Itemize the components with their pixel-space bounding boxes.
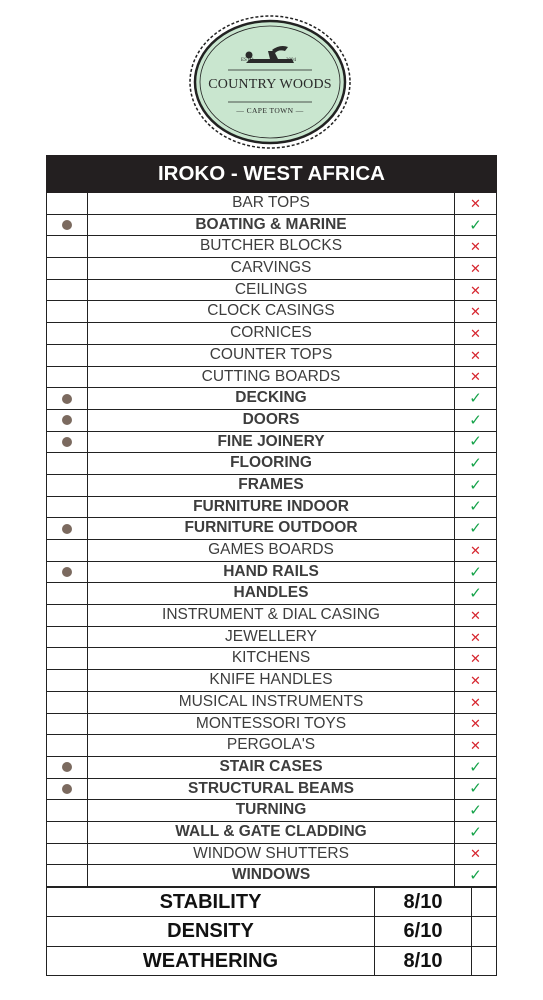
use-label: DOORS	[88, 410, 455, 431]
cross-icon: ✕	[470, 738, 481, 754]
cross-icon: ✕	[470, 672, 481, 688]
stat-label: DENSITY	[47, 917, 375, 945]
uses-table	[46, 193, 497, 887]
check-icon: ✓	[469, 411, 482, 429]
recommended-cell	[47, 280, 88, 301]
use-label: HANDLES	[88, 583, 455, 604]
suitability-cell	[455, 844, 496, 865]
table-row	[46, 800, 497, 822]
use-label: PERGOLA'S	[88, 735, 455, 756]
recommended-cell	[47, 497, 88, 518]
suitability-cell	[455, 453, 496, 474]
cross-icon: ✕	[470, 629, 481, 645]
recommended-cell	[47, 540, 88, 561]
table-row	[46, 865, 497, 887]
table-row	[46, 367, 497, 389]
suitability-cell	[455, 432, 496, 453]
suitability-cell	[455, 410, 496, 431]
table-row	[46, 757, 497, 779]
check-icon: ✓	[469, 476, 482, 494]
recommended-cell	[47, 236, 88, 257]
suitability-cell	[455, 648, 496, 669]
suitability-cell	[455, 800, 496, 821]
recommended-cell	[47, 323, 88, 344]
recommended-cell	[47, 518, 88, 539]
table-row	[46, 388, 497, 410]
recommended-cell	[47, 562, 88, 583]
use-label: WALL & GATE CLADDING	[88, 822, 455, 843]
table-row	[46, 193, 497, 215]
use-label: WINDOW SHUTTERS	[88, 844, 455, 865]
stat-value: 8/10	[375, 888, 472, 916]
recommended-dot-icon	[62, 220, 72, 230]
use-label: STAIR CASES	[88, 757, 455, 778]
table-row	[46, 779, 497, 801]
recommended-cell	[47, 345, 88, 366]
suitability-cell	[455, 714, 496, 735]
recommended-cell	[47, 410, 88, 431]
table-row	[46, 497, 497, 519]
use-label: STRUCTURAL BEAMS	[88, 779, 455, 800]
suitability-cell	[455, 497, 496, 518]
suitability-cell	[455, 367, 496, 388]
table-row	[46, 562, 497, 584]
table-row	[46, 692, 497, 714]
recommended-dot-icon	[62, 762, 72, 772]
suitability-cell	[455, 236, 496, 257]
cross-icon: ✕	[470, 607, 481, 623]
suitability-cell	[455, 735, 496, 756]
recommended-cell	[47, 215, 88, 236]
suitability-cell	[455, 822, 496, 843]
stat-row-stability	[47, 887, 496, 916]
table-row	[46, 345, 497, 367]
table-row	[46, 258, 497, 280]
recommended-cell	[47, 865, 88, 886]
stat-value: 8/10	[375, 947, 472, 975]
use-label: JEWELLERY	[88, 627, 455, 648]
check-icon: ✓	[469, 867, 482, 885]
table-row	[46, 236, 497, 258]
recommended-cell	[47, 301, 88, 322]
recommended-cell	[47, 779, 88, 800]
sheet-title: IROKO - WEST AFRICA	[46, 155, 497, 193]
recommended-cell	[47, 258, 88, 279]
stat-spacer	[472, 888, 496, 916]
suitability-cell	[455, 670, 496, 691]
country-woods-logo	[188, 14, 352, 150]
suitability-cell	[455, 757, 496, 778]
suitability-cell	[455, 215, 496, 236]
recommended-dot-icon	[62, 415, 72, 425]
table-row	[46, 605, 497, 627]
suitability-cell	[455, 605, 496, 626]
cross-icon: ✕	[470, 304, 481, 320]
recommended-cell	[47, 432, 88, 453]
table-row	[46, 822, 497, 844]
use-label: MONTESSORI TOYS	[88, 714, 455, 735]
suitability-cell	[455, 475, 496, 496]
use-label: TURNING	[88, 800, 455, 821]
recommended-cell	[47, 757, 88, 778]
use-label: BAR TOPS	[88, 193, 455, 214]
table-row	[46, 518, 497, 540]
suitability-cell	[455, 583, 496, 604]
recommended-cell	[47, 453, 88, 474]
recommended-cell	[47, 735, 88, 756]
recommended-cell	[47, 193, 88, 214]
stat-value: 6/10	[375, 917, 472, 945]
table-row	[46, 215, 497, 237]
logo-city: — CAPE TOWN —	[236, 106, 304, 115]
use-label: INSTRUMENT & DIAL CASING	[88, 605, 455, 626]
recommended-cell	[47, 844, 88, 865]
table-row	[46, 475, 497, 497]
use-label: KITCHENS	[88, 648, 455, 669]
suitability-cell	[455, 301, 496, 322]
check-icon: ✓	[469, 780, 482, 798]
use-label: FRAMES	[88, 475, 455, 496]
use-label: CORNICES	[88, 323, 455, 344]
table-row	[46, 583, 497, 605]
use-label: GAMES BOARDS	[88, 540, 455, 561]
recommended-cell	[47, 583, 88, 604]
recommended-cell	[47, 800, 88, 821]
recommended-cell	[47, 627, 88, 648]
use-label: CEILINGS	[88, 280, 455, 301]
check-icon: ✓	[469, 802, 482, 820]
use-label: COUNTER TOPS	[88, 345, 455, 366]
check-icon: ✓	[469, 498, 482, 516]
suitability-cell	[455, 388, 496, 409]
use-label: BOATING & MARINE	[88, 215, 455, 236]
cross-icon: ✕	[470, 239, 481, 255]
stat-spacer	[472, 917, 496, 945]
recommended-cell	[47, 648, 88, 669]
stat-row-weathering	[47, 946, 496, 975]
recommended-cell	[47, 692, 88, 713]
check-icon: ✓	[469, 563, 482, 581]
use-label: KNIFE HANDLES	[88, 670, 455, 691]
logo-estd: ESTD	[241, 58, 254, 63]
table-row	[46, 844, 497, 866]
table-row	[46, 410, 497, 432]
suitability-cell	[455, 323, 496, 344]
check-icon: ✓	[469, 433, 482, 451]
stat-label: STABILITY	[47, 888, 375, 916]
cross-icon: ✕	[470, 347, 481, 363]
table-row	[46, 648, 497, 670]
cross-icon: ✕	[470, 542, 481, 558]
check-icon: ✓	[469, 390, 482, 408]
table-row	[46, 540, 497, 562]
check-icon: ✓	[469, 455, 482, 473]
table-row	[46, 453, 497, 475]
use-label: CARVINGS	[88, 258, 455, 279]
recommended-cell	[47, 822, 88, 843]
use-label: FLOORING	[88, 453, 455, 474]
check-icon: ✓	[469, 585, 482, 603]
suitability-cell	[455, 540, 496, 561]
recommended-dot-icon	[62, 437, 72, 447]
suitability-cell	[455, 779, 496, 800]
recommended-cell	[47, 388, 88, 409]
use-label: FINE JOINERY	[88, 432, 455, 453]
stat-spacer	[472, 947, 496, 975]
recommended-cell	[47, 475, 88, 496]
cross-icon: ✕	[470, 694, 481, 710]
suitability-cell	[455, 193, 496, 214]
recommended-dot-icon	[62, 784, 72, 794]
recommended-dot-icon	[62, 394, 72, 404]
suitability-cell	[455, 280, 496, 301]
properties-table	[46, 887, 497, 976]
table-row	[46, 323, 497, 345]
logo-city-label: CAPE TOWN	[246, 106, 294, 115]
use-label: BUTCHER BLOCKS	[88, 236, 455, 257]
use-label: HAND RAILS	[88, 562, 455, 583]
stat-label: WEATHERING	[47, 947, 375, 975]
table-row	[46, 714, 497, 736]
suitability-cell	[455, 258, 496, 279]
suitability-cell	[455, 518, 496, 539]
logo-year: 2004	[286, 58, 296, 63]
suitability-cell	[455, 627, 496, 648]
table-row	[46, 280, 497, 302]
table-row	[46, 670, 497, 692]
use-label: CLOCK CASINGS	[88, 301, 455, 322]
suitability-cell	[455, 562, 496, 583]
check-icon: ✓	[469, 758, 482, 776]
cross-icon: ✕	[470, 846, 481, 862]
recommended-cell	[47, 714, 88, 735]
use-label: FURNITURE OUTDOOR	[88, 518, 455, 539]
logo-name: COUNTRY WOODS	[208, 77, 332, 92]
recommended-cell	[47, 670, 88, 691]
wood-spec-sheet	[46, 155, 497, 976]
check-icon: ✓	[469, 823, 482, 841]
cross-icon: ✕	[470, 716, 481, 732]
suitability-cell	[455, 865, 496, 886]
suitability-cell	[455, 692, 496, 713]
table-row	[46, 735, 497, 757]
cross-icon: ✕	[470, 282, 481, 298]
check-icon: ✓	[469, 520, 482, 538]
table-row	[46, 627, 497, 649]
table-row	[46, 301, 497, 323]
use-label: FURNITURE INDOOR	[88, 497, 455, 518]
recommended-cell	[47, 367, 88, 388]
cross-icon: ✕	[470, 651, 481, 667]
use-label: CUTTING BOARDS	[88, 367, 455, 388]
use-label: DECKING	[88, 388, 455, 409]
recommended-cell	[47, 605, 88, 626]
cross-icon: ✕	[470, 260, 481, 276]
use-label: WINDOWS	[88, 865, 455, 886]
recommended-dot-icon	[62, 567, 72, 577]
recommended-dot-icon	[62, 524, 72, 534]
cross-icon: ✕	[470, 325, 481, 341]
table-row	[46, 432, 497, 454]
check-icon: ✓	[469, 216, 482, 234]
use-label: MUSICAL INSTRUMENTS	[88, 692, 455, 713]
suitability-cell	[455, 345, 496, 366]
cross-icon: ✕	[470, 195, 481, 211]
cross-icon: ✕	[470, 369, 481, 385]
stat-row-density	[47, 916, 496, 945]
